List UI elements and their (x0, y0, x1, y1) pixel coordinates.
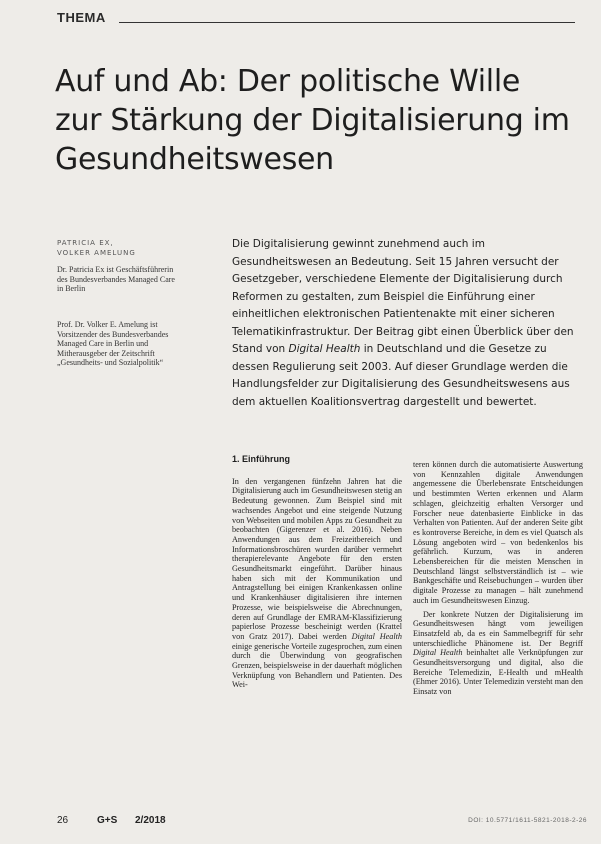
body-paragraph (232, 477, 402, 690)
abstract-text-2: in Deutschland und die Gesetze zu dessen Regulierung seit 2003. Auf dieser Grundlage werden die Handlungsfelder zur Digitalisierung des Gesundheitswesens aus dem aktuellen Koalitionsvertrag dargestellt und bewertet. (232, 343, 570, 408)
body-column-left (232, 455, 402, 694)
author-bio-amelung: Prof. Dr. Volker E. Amelung ist Vorsitzender des Bundesverbandes Managed Care in Berlin und Mitherausgeber der Zeitschrift „Gesundheits- und Sozialpolitik“ (57, 320, 169, 368)
body-text: einige generische Vorteile zugesprochen, zum einen durch die Überwindung von geografischen Grenzen, beispielsweise in der dauerhaft möglichen Verknüpfung von Behandlern und Patienten. Des Wei- (232, 641, 402, 690)
page-number: 26 (57, 815, 69, 826)
author-names (57, 238, 207, 258)
abstract (232, 236, 587, 411)
abstract-italic-term: Digital Health (288, 343, 361, 355)
body-column-right (413, 460, 583, 701)
page-footer (57, 815, 587, 829)
author-line-2: VOLKER AMELUNG (57, 249, 136, 257)
body-italic-term: Digital Health (413, 648, 463, 658)
body-text: In den vergangenen fünfzehn Jahren hat die Digitalisierung auch im Gesundheitswesen stetig an Bedeutung gewonnen. Zum Beispiel sind mit wachsendes Angebot und eine steigende Nutzung von Webseiten und mobilen Apps zu Gesundheit zu beobachten (Gigerenzer et al. 2016). Neben Anwendungen aus dem Freizeitbereich und Informationsbroschüren wurden darüber vermehrt therapierelevante Angebote für den ersten Gesundheitsmarkt eingeführt. Darüber hinaus haben sich mit der Kommunikation und Antragstellung bei einigen Krankenkassen online und Krankenhäuser digitalisieren ihre internen Prozesse, wie beispielsweise die Abrechnungen, deren auf Grundlage der EMRAM-Klassifizierung papierlose Prozesse bescheinigt werden (Krattel von Gratz 2017). Dabei werden (232, 476, 402, 641)
section-header (57, 10, 575, 26)
body-paragraph: teren können durch die automatisierte Auswertung von Kennzahlen digitale Anwendungen angemessene die Überlebensrate Entscheidungen und bestimmten Werten erkennen und Alarm schlagen, gleichzeitig erhalten Versorger und Forscher neue datenbasierte Einblicke in das Verhalten von Patienten. Auf der anderen Seite gibt es kontroverse Bereiche, in dem es viel Quatsch als Lösung angeboten wird – von bedenkenlos bis gefährlich. Kurzum, was in anderen Lebensbereichen für die meisten Menschen in Deutschland längst selbstverständlich ist – wie Bankgeschäfte und Reisebuchungen – wurden über digitale Prozesse zu managen – hält zunehmend auch im Gesundheitswesen Einzug. (413, 460, 583, 605)
author-line-1: PATRICIA EX, (57, 239, 114, 247)
body-italic-term: Digital Health (351, 631, 402, 641)
header-rule (119, 22, 575, 23)
journal-name: G+S (97, 815, 118, 826)
article-title: Auf und Ab: Der politische Wille zur Stärkung der Digitalisierung im Gesundheitswesen (55, 64, 570, 177)
abstract-text-1: Die Digitalisierung gewinnt zunehmend auch im Gesundheitswesen an Bedeutung. Seit 15 Jahren versucht der Gesetzgeber, verschiedene Elemente der Digitalisierung durch Reformen zu gestalten, zum Beispiel die Einführung einer einheitlichen elektronischen Patientenakte mit einer sicheren Telematikinfrastruktur. Der Beitrag gibt einen Überblick über den Stand von (232, 238, 574, 355)
doi: DOI: 10.5771/1611-5821-2018-2-26 (468, 817, 587, 824)
journal-issue: 2/2018 (135, 815, 166, 826)
section-label: THEMA (57, 10, 106, 25)
body-paragraph (413, 610, 583, 697)
body-text: beinhaltet alle Verknüpfungen zur Gesundheitsversorgung und digital, also die Bereiche Telemedizin, E-Health und mHealth (Ehmer 2016). Unter Telemedizin versteht man den Einsatz von (413, 648, 584, 697)
body-text: Der konkrete Nutzen der Digitalisierung im Gesundheitswesen hängt vom jeweiligen Einsatzfeld ab, da es ein Sammelbegriff für sehr unterschiedliche Phänomene ist. Der Begriff (413, 609, 583, 648)
section-heading: 1. Einführung (232, 454, 290, 464)
author-bio-ex: Dr. Patricia Ex ist Geschäftsführerin des Bundesverbandes Managed Care in Berlin (57, 265, 175, 294)
